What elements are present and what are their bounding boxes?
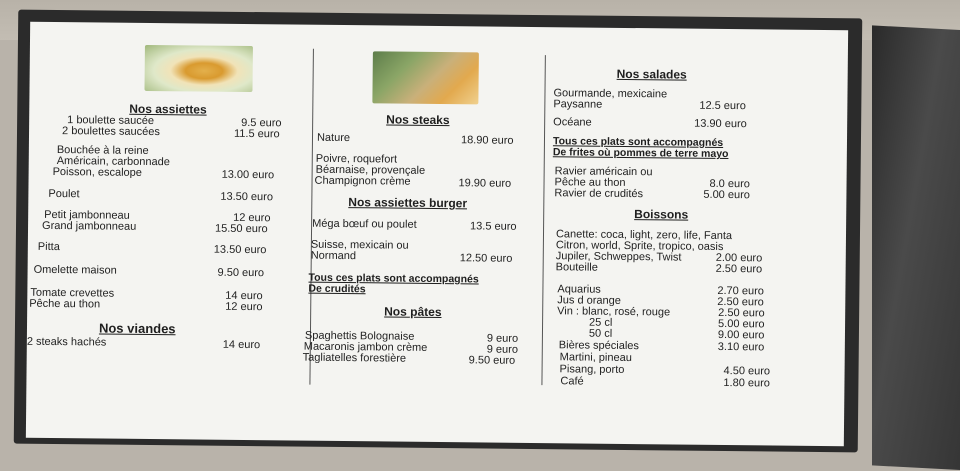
menu-item-price: 9 euro <box>486 343 519 356</box>
menu-item-price: 5.00 euro <box>718 317 765 331</box>
section-title-pates: Nos pâtes <box>384 304 442 320</box>
menu-item-name: Pêche au thon <box>29 297 101 311</box>
menu-item-name: Omelette maison <box>33 263 117 277</box>
menu-item-price: 11.5 euro <box>233 127 280 141</box>
section-title-boissons: Boissons <box>634 207 689 222</box>
menu-item-name: Océane <box>553 116 592 129</box>
menu-item-name: Nature <box>316 131 351 145</box>
menu-item-name: Poulet <box>48 187 80 201</box>
menu-item-price: 9 euro <box>486 332 519 345</box>
menu-item-name: Canette: coca, light, zero, life, Fanta <box>555 228 733 243</box>
menu-item-name: Poivre, roquefort <box>315 152 398 166</box>
menu-item-name: Jupiler, Schweppes, Twist <box>555 250 682 264</box>
menu-item-name: Champignon crème <box>314 174 411 188</box>
accompaniment-note: De frites où pommes de terre mayo <box>552 146 729 161</box>
menu-item-name: 2 steaks hachés <box>26 335 107 349</box>
menu-item-price: 12.50 euro <box>459 252 513 265</box>
column-divider-right <box>541 55 545 385</box>
menu-item-name: Jus d orange <box>557 294 621 307</box>
menu-item-price: 13.50 euro <box>213 243 267 257</box>
menu-item-price: 2.50 euro <box>717 295 764 309</box>
menu-item-name: Macaronis jambon crème <box>303 340 428 354</box>
section-title-salades: Nos salades <box>616 66 687 82</box>
menu-item-name: Tomate crevettes <box>30 286 115 300</box>
menu-screen <box>26 22 848 447</box>
menu-item-name: Café <box>560 375 584 388</box>
menu-item-name: 1 boulette saucée <box>67 114 155 128</box>
menu-item-price: 9.50 euro <box>468 354 516 367</box>
menu-item-price: 13.90 euro <box>694 117 747 131</box>
menu-item-price: 3.10 euro <box>717 340 765 354</box>
plate-photo-icon <box>144 45 252 92</box>
section-title-assiettes: Nos assiettes <box>129 101 207 117</box>
menu-item-name: Pitta <box>37 240 60 254</box>
section-title-steaks: Nos steaks <box>386 112 450 128</box>
menu-item-name: Tagliatelles forestière <box>302 351 407 365</box>
menu-item-price: 14 euro <box>222 338 261 352</box>
menu-item-name: Pisang, porto <box>559 363 625 376</box>
menu-item-name: Ravier de crudités <box>554 187 644 201</box>
section-title-burger: Nos assiettes burger <box>348 195 468 211</box>
menu-item-price: 12 euro <box>225 300 263 314</box>
menu-item-price: 9.5 euro <box>241 116 282 130</box>
menu-item-price: 2.00 euro <box>715 251 763 265</box>
menu-item-name: Poisson, escalope <box>52 165 142 179</box>
menu-item-price: 1.80 euro <box>723 377 770 390</box>
menu-item-name: Suisse, mexicain ou <box>310 238 409 252</box>
menu-item-price: 9.50 euro <box>217 266 265 280</box>
accompaniment-note: De crudités <box>308 282 366 296</box>
accompaniment-note: Tous ces plats sont accompagnés <box>308 271 479 286</box>
menu-item-name: Citron, world, Sprite, tropico, oasis <box>555 239 724 253</box>
menu-item-name: Bouchée à la reine <box>56 144 149 157</box>
menu-item-name: Normand <box>310 249 357 263</box>
menu-item-price: 12 euro <box>233 211 271 225</box>
menu-item-name: Ravier américain ou <box>554 165 653 179</box>
menu-item-price: 13.00 euro <box>221 168 275 182</box>
menu-item-name: Grand jambonneau <box>42 219 137 233</box>
menu-item-name: 25 cl <box>589 316 613 329</box>
section-title-viandes: Nos viandes <box>98 320 176 337</box>
menu-item-name: Spaghettis Bolognaise <box>304 329 415 343</box>
menu-item-price: 2.50 euro <box>715 262 763 276</box>
menu-item-name: 50 cl <box>588 327 613 340</box>
menu-item-price: 2.50 euro <box>718 306 765 320</box>
adjacent-screen <box>872 25 960 470</box>
menu-item-price: 8.0 euro <box>709 177 750 191</box>
menu-item-name: Béarnaise, provençale <box>315 163 426 177</box>
accompaniment-note: Tous ces plats sont accompagnés <box>552 135 724 149</box>
menu-item-name: Américain, carbonnade <box>56 155 170 169</box>
menu-item-name: Pêche au thon <box>554 176 626 189</box>
menu-item-price: 12.5 euro <box>699 99 746 113</box>
menu-item-name: Méga bœuf ou poulet <box>312 217 417 231</box>
menu-item-name: Martini, pineau <box>559 351 632 365</box>
menu-item-name: 2 boulettes saucées <box>61 125 160 139</box>
menu-item-price: 2.70 euro <box>717 284 764 298</box>
menu-item-price: 19.90 euro <box>458 177 512 190</box>
menu-item-name: Vin : blanc, rosé, rouge <box>557 305 671 319</box>
steak-photo-icon <box>372 51 479 104</box>
menu-item-name: Aquarius <box>557 283 601 296</box>
menu-item-name: Gourmande, mexicaine <box>553 87 668 101</box>
menu-item-price: 15.50 euro <box>214 222 268 236</box>
menu-item-price: 13.5 euro <box>470 220 517 233</box>
menu-item-name: Bières spéciales <box>558 339 639 353</box>
menu-item-name: Paysanne <box>553 98 603 111</box>
menu-item-price: 13.50 euro <box>220 190 274 204</box>
menu-item-price: 18.90 euro <box>460 134 514 147</box>
menu-item-name: Petit jambonneau <box>44 208 130 222</box>
menu-item-price: 4.50 euro <box>723 365 771 378</box>
menu-item-price: 9.00 euro <box>717 328 765 342</box>
menu-item-price: 14 euro <box>225 289 263 303</box>
menu-item-name: Bouteille <box>555 261 598 274</box>
menu-item-price: 5.00 euro <box>703 188 750 202</box>
